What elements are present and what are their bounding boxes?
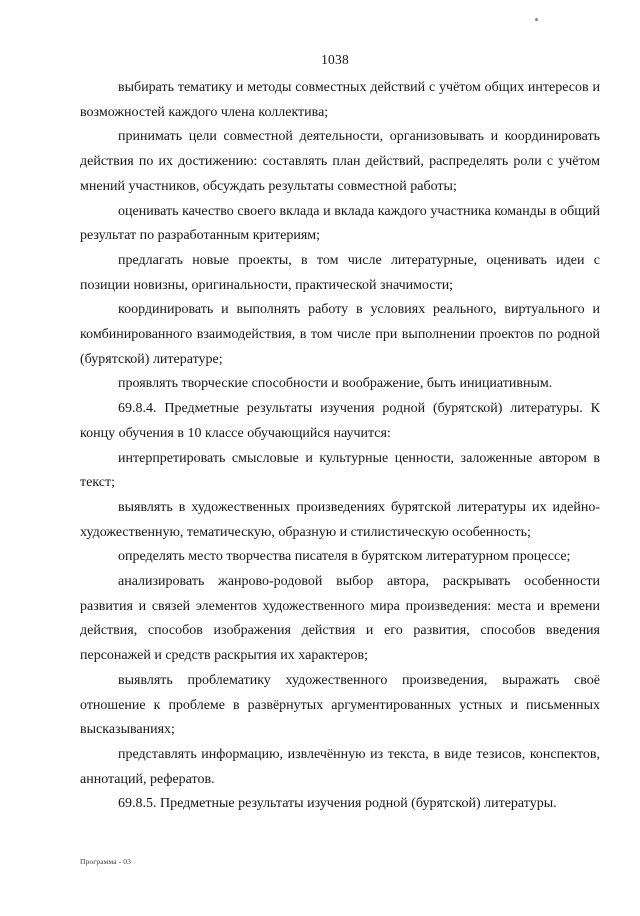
page-number: 1038	[321, 52, 349, 67]
scan-speck	[535, 18, 538, 21]
paragraph: определять место творчества писателя в бурятском литературном процессе;	[118, 549, 571, 565]
paragraph: оценивать качество своего вклада и вклада каждого участника команды в общий результат по разработанным критериям;	[80, 203, 600, 244]
paragraph: выбирать тематику и методы совместных действий с учётом общих интересов и возможностей каждого члена коллектива;	[80, 80, 600, 120]
paragraph: предлагать новые проекты, в том числе литературные, оценивать идеи с позиции новизны, оригинальности, практической значимости;	[80, 252, 600, 293]
page-footer: Программа - 03	[80, 857, 131, 866]
page-body	[80, 76, 600, 817]
paragraph: координировать и выполнять работу в условиях реального, виртуального и комбинированного взаимодействия, в том числе при выполнении проектов по родной (бурятской) литературе;	[80, 302, 600, 367]
paragraph: интерпретировать смысловые и культурные ценности, заложенные автором в текст;	[80, 450, 600, 491]
paragraph: представлять информацию, извлечённую из текста, в виде тезисов, конспектов, аннотаций, рефератов.	[80, 746, 600, 787]
section-heading-paragraph: 69.8.4. Предметные результаты изучения родной (бурятской) литературы. К концу обучения в 10 классе обучающийся научится:	[80, 401, 600, 441]
paragraph: принимать цели совместной деятельности, организовывать и координировать действия по их достижению: составлять план действий, распределять роли с учётом мнений участников, обсуждать результаты совместной работы;	[80, 129, 600, 194]
section-heading-paragraph: 69.8.5. Предметные результаты изучения родной (бурятской) литературы.	[118, 796, 557, 812]
paragraph: проявлять творческие способности и воображение, быть инициативным.	[118, 376, 553, 392]
paragraph: выявлять в художественных произведениях бурятской литературы их идейно-художественную, тематическую, образную и стилистическую особенность;	[80, 499, 600, 540]
paragraph: анализировать жанрово-родовой выбор автора, раскрывать особенности развития и связей элементов художественного мира произведения: места и времени действия, способов изображения действия и его развития, способов введения персонажей и средств раскрытия их характеров;	[80, 574, 600, 664]
paragraph: выявлять проблематику художественного произведения, выражать своё отношение к проблеме в развёрнутых аргументированных устных и письменных высказываниях;	[80, 672, 600, 738]
